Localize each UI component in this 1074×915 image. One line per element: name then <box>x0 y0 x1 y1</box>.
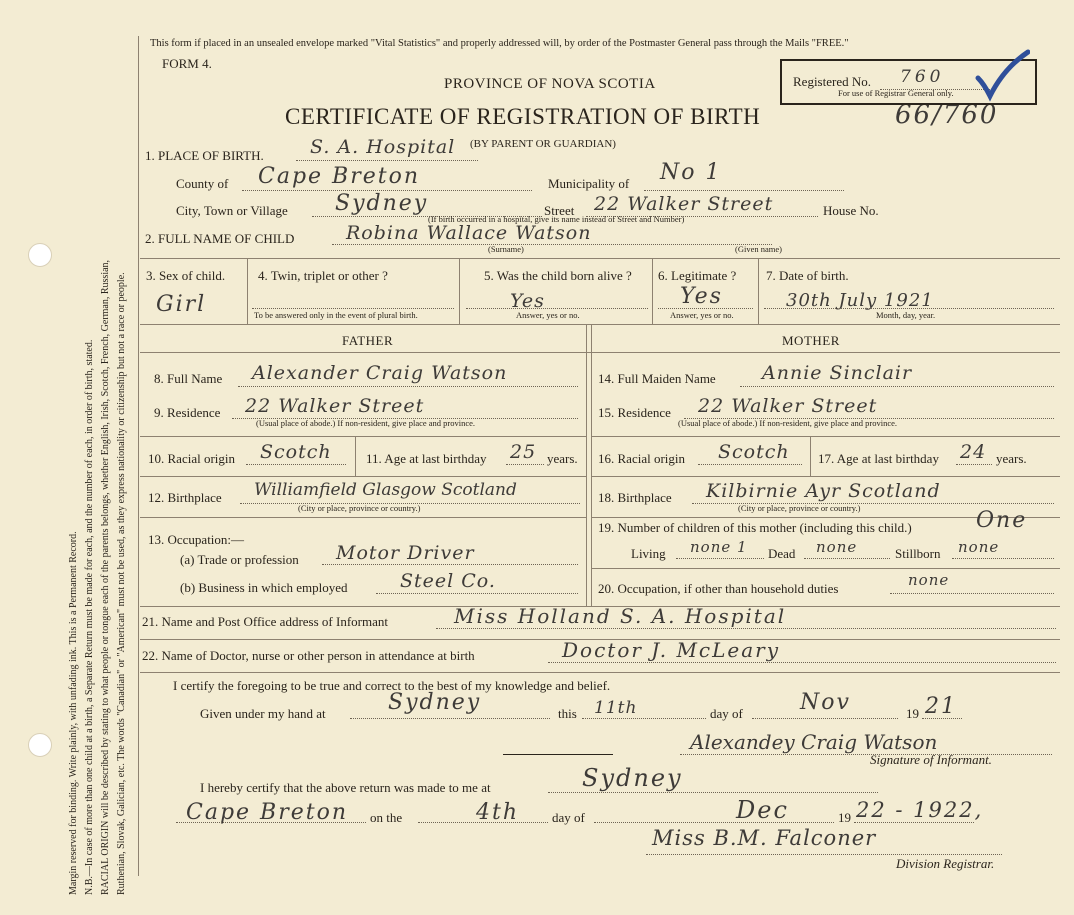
business-value: Steel Co. <box>400 570 496 592</box>
mother-age-value: 24 <box>960 441 987 463</box>
twin-note: To be answered only in the event of plural birth. <box>254 310 418 320</box>
margin-note-2: N.B.—In case of more than one child at a birth, a Separate Return must be made for each, and the number of each, in order of birth, stated. <box>84 339 95 895</box>
father-birthplace-note: (City or place, province or country.) <box>298 503 421 513</box>
certify-statement: I certify the foregoing to be true and correct to the best of my knowledge and belief. <box>173 678 611 693</box>
mother-children-value: One <box>976 508 1028 533</box>
certify-month-value: Nov <box>800 690 851 715</box>
registered-value: 760 <box>900 67 945 87</box>
parent-guardian-note: (BY PARENT OR GUARDIAN) <box>470 138 616 150</box>
registrar-month-value: Dec <box>736 796 789 824</box>
father-age-label: 11. Age at last birthday <box>366 451 487 466</box>
mother-heading: MOTHER <box>782 333 840 348</box>
certify-day-value: 11th <box>594 698 638 718</box>
this-label: this <box>558 706 577 721</box>
registrar-day-value: 4th <box>476 800 520 825</box>
on-the-label: on the <box>370 810 403 825</box>
legit-note: Answer, yes or no. <box>670 310 734 320</box>
form-frame <box>138 36 1063 876</box>
binding-hole-top <box>28 243 52 267</box>
mother-living-label: Living <box>631 546 666 561</box>
informant-signature: Alexandey Craig Watson <box>690 730 938 754</box>
occupation-label: 13. Occupation:— <box>148 532 245 547</box>
place-of-birth-value: S. A. Hospital <box>310 136 456 158</box>
father-race-label: 10. Racial origin <box>148 451 236 466</box>
trade-value: Motor Driver <box>336 542 475 564</box>
mother-name-label: 14. Full Maiden Name <box>598 371 716 386</box>
child-name-label: 2. FULL NAME OF CHILD <box>145 231 295 246</box>
mother-residence-value: 22 Walker Street <box>698 395 878 417</box>
certify-day-of-label: day of <box>710 706 743 721</box>
father-name-label: 8. Full Name <box>154 371 223 386</box>
given-name-note: (Given name) <box>735 244 782 254</box>
county-value: Cape Breton <box>258 164 421 189</box>
date-of-birth-note: Month, day, year. <box>876 310 936 320</box>
margin-note-1: Margin reserved for binding. Write plainly, with unfading ink. This is a Permanent Record. <box>68 531 79 895</box>
registrar-statement: I hereby certify that the above return was made to me at <box>200 780 491 795</box>
city-value: Sydney <box>335 191 429 216</box>
mother-dead-label: Dead <box>768 546 796 561</box>
registrar-year-prefix: 19 <box>838 810 851 825</box>
mother-stillborn-value: none <box>958 538 1000 556</box>
mother-birthplace-label: 18. Birthplace <box>598 490 672 505</box>
house-label: House No. <box>823 203 879 218</box>
municipality-value: No 1 <box>660 160 722 185</box>
father-years-label: years. <box>547 451 578 466</box>
child-name-value: Robina Wallace Watson <box>346 222 592 244</box>
registrar-county-value: Cape Breton <box>186 800 349 825</box>
given-under-label: Given under my hand at <box>200 706 326 721</box>
division-registrar-label: Division Registrar. <box>896 856 995 871</box>
father-birthplace-label: 12. Birthplace <box>148 490 222 505</box>
title-handwritten-number: 66/760 <box>895 100 999 130</box>
surname-note: (Surname) <box>488 244 524 254</box>
registrar-signature: Miss B.M. Falconer <box>652 826 877 850</box>
sex-value: Girl <box>156 292 207 317</box>
municipality-label: Municipality of <box>548 176 630 191</box>
binding-hole-bottom <box>28 733 52 757</box>
father-residence-value: 22 Walker Street <box>245 395 425 417</box>
county-label: County of <box>176 176 229 191</box>
signature-of-informant-label: Signature of Informant. <box>870 752 992 767</box>
mother-residence-note: (Usual place of abode.) If non-resident, give place and province. <box>678 418 898 428</box>
informant-value: Miss Holland S. A. Hospital <box>454 604 787 628</box>
mother-race-value: Scotch <box>718 441 790 463</box>
trade-label: (a) Trade or profession <box>180 552 299 567</box>
doctor-value: Doctor J. McLeary <box>562 638 781 662</box>
alive-value: Yes <box>510 290 545 312</box>
informant-label: 21. Name and Post Office address of Informant <box>142 614 388 629</box>
father-birthplace-value: Williamfield Glasgow Scotland <box>254 480 517 500</box>
father-heading: FATHER <box>342 333 394 348</box>
city-label: City, Town or Village <box>176 203 288 218</box>
mother-occupation-value: none <box>908 571 950 589</box>
place-of-birth-label: 1. PLACE OF BIRTH. <box>145 148 264 163</box>
mother-stillborn-label: Stillborn <box>895 546 941 561</box>
certificate-title: CERTIFICATE OF REGISTRATION OF BIRTH <box>285 104 761 129</box>
mother-dead-value: none <box>816 538 858 556</box>
margin-note-4: Ruthenian, Slovak, Galician, etc. The words "Canadian" or "American" must not be used, as they express nationality or citizenship but not a race or people. <box>116 272 127 895</box>
father-race-value: Scotch <box>260 441 332 463</box>
registrar-place-value: Sydney <box>582 764 683 792</box>
province-heading: PROVINCE OF NOVA SCOTIA <box>444 76 656 92</box>
father-name-value: Alexander Craig Watson <box>252 362 508 384</box>
alive-note: Answer, yes or no. <box>516 310 580 320</box>
twin-label: 4. Twin, triplet or other ? <box>258 268 388 283</box>
father-residence-label: 9. Residence <box>154 405 221 420</box>
father-age-value: 25 <box>510 441 537 463</box>
given-place-value: Sydney <box>388 690 482 715</box>
mother-residence-label: 15. Residence <box>598 405 671 420</box>
legit-value: Yes <box>680 284 723 309</box>
doctor-label: 22. Name of Doctor, nurse or other person in attendance at birth <box>142 648 475 663</box>
mother-years-label: years. <box>996 451 1027 466</box>
mother-race-label: 16. Racial origin <box>598 451 686 466</box>
registered-note: For use of Registrar General only. <box>838 88 954 98</box>
mother-children-label: 19. Number of children of this mother (including this child.) <box>598 520 912 535</box>
certify-year-prefix: 19 <box>906 706 919 721</box>
date-of-birth-label: 7. Date of birth. <box>766 268 849 283</box>
mother-living-value: none 1 <box>690 538 748 556</box>
registrar-year-value: 22 - 1922, <box>856 798 984 822</box>
mother-occupation-label: 20. Occupation, if other than household duties <box>598 581 839 596</box>
mother-birthplace-note: (City or place, province or country.) <box>738 503 861 513</box>
legit-label: 6. Legitimate ? <box>658 268 737 283</box>
business-label: (b) Business in which employed <box>180 580 348 595</box>
street-label: Street <box>544 203 575 218</box>
sex-label: 3. Sex of child. <box>146 268 226 283</box>
registrar-day-of-label: day of <box>552 810 585 825</box>
margin-note-3: RACIAL ORIGIN will be described by stating to what people or tongue each of the parents belongs, whether English, Irish, Scotch, French, German, Russian, <box>100 259 111 895</box>
form-number: FORM 4. <box>162 56 212 71</box>
father-residence-note: (Usual place of abode.) If non-resident, give place and province. <box>256 418 476 428</box>
date-of-birth-value: 30th July 1921 <box>786 290 934 311</box>
mail-notice: This form if placed in an unsealed envelope marked "Vital Statistics" and properly addressed will, by order of the Postmaster General pass through the Mails "FREE." <box>150 38 849 49</box>
mother-age-label: 17. Age at last birthday <box>818 451 939 466</box>
mother-birthplace-value: Kilbirnie Ayr Scotland <box>706 480 941 502</box>
hospital-note: (If birth occurred in a hospital, give its name instead of Street and Number) <box>428 214 685 224</box>
registered-label: Registered No. <box>793 74 871 89</box>
street-value: 22 Walker Street <box>594 193 774 215</box>
alive-label: 5. Was the child born alive ? <box>484 268 632 283</box>
mother-name-value: Annie Sinclair <box>762 362 913 384</box>
certify-year-value: 21 <box>925 694 957 719</box>
